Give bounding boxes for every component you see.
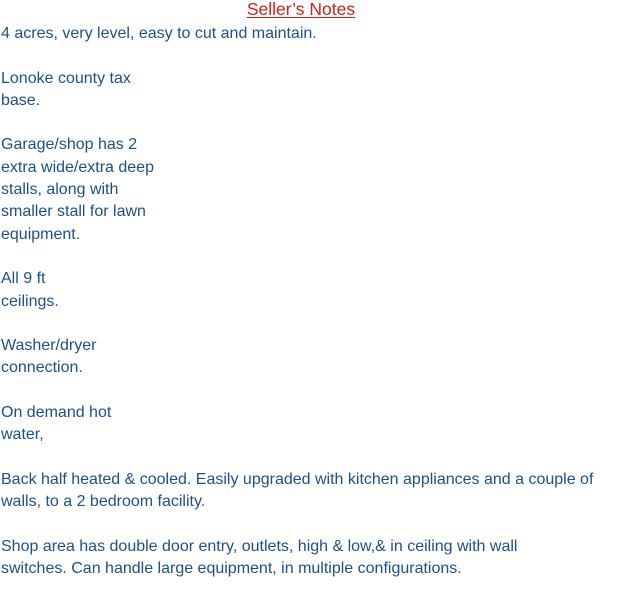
note-paragraph [1,335,637,380]
note-line: Garage/shop has 2 [1,136,138,154]
note-line: walls, to a 2 bedroom facility. [1,493,206,511]
page-title: Seller’s Notes [246,0,356,19]
note-paragraph [1,68,637,113]
note-paragraph [1,536,637,581]
note-paragraph [1,23,637,45]
note-line: water, [1,426,44,444]
note-line: extra wide/extra deep [1,158,154,176]
note-line: stalls, along with [1,181,119,199]
note-paragraph [1,469,637,514]
note-line: ceilings. [1,292,59,310]
note-line: All 9 ft [1,270,46,288]
note-line: base. [1,91,41,109]
note-line: 4 acres, very level, easy to cut and maintain. [1,25,317,42]
note-line: Washer/dryer [1,337,97,355]
seller-notes-body [1,23,637,603]
note-paragraph [1,268,637,313]
note-line: equipment. [1,225,81,243]
note-line: Lonoke county tax [1,69,131,87]
note-line: Back half heated & cooled. Easily upgraded with kitchen appliances and a couple of [1,470,594,488]
note-line: connection. [1,359,83,377]
note-line: smaller stall for lawn [1,203,146,221]
note-paragraph [1,134,637,245]
note-paragraph [1,402,637,447]
note-line: Shop area has double door entry, outlets, high & low,& in ceiling with wall [1,537,518,555]
note-line: On demand hot [1,404,112,422]
note-line: switches. Can handle large equipment, in multiple configurations. [1,560,462,578]
